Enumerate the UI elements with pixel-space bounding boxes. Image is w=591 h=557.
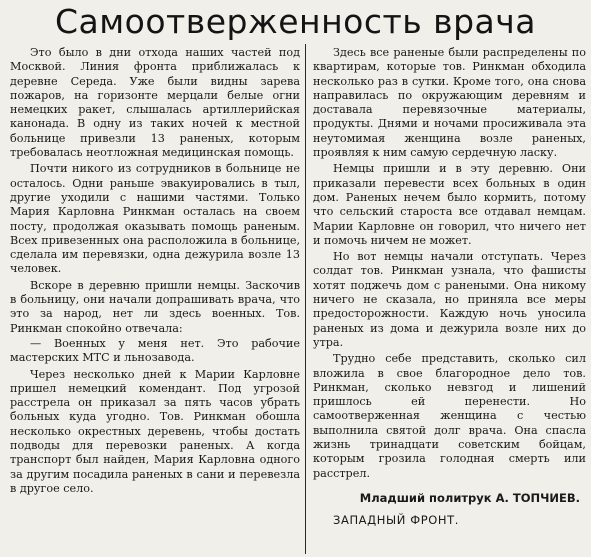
- paragraph: Трудно себе представить, сколько сил вложила в свое благородное дело тов. Ринкман, сколько невзгод и лишений пришлось ей перенести. Но самоотверженная женщина с честью выполнила святой долг врача. Она спасла жизнь тринадцати советским бойцам, которым грозила голодная смерть или расстрел.: [313, 352, 586, 480]
- paragraph: Но вот немцы начали отступать. Через солдат тов. Ринкман узнала, что фашисты хотят поджечь дом с ранеными. Она никому ничего не сказала, но приняла все меры предосторожности. Каждую ночь уносила раненых из дома и дежурила возле них до утра.: [313, 250, 586, 349]
- front-dateline: ЗАПАДНЫЙ ФРОНТ.: [333, 512, 460, 527]
- paragraph: Вскоре в деревню пришли немцы. Заскочив в больницу, они начали допрашивать врача, что это за народ, нет ли здесь военных. Тов. Ринкман спокойно отвечала:: [10, 278, 300, 335]
- paragraph: Это было в дни отхода наших частей под Москвой. Линия фронта приближалась к деревне Середа. Уже были видны зарева пожаров, на горизонте мерцали белые огни немецких ракет, слышалась артиллерийская канонада. В одну из таких ночей к местной больнице привезли 13 раненых, которым требовалась неотложная медицинская помощь.: [10, 46, 300, 160]
- article-headline: Самоотверженность врача: [55, 2, 536, 41]
- right-column: [313, 46, 586, 554]
- author-signature: Младший политрук А. ТОПЧИЕВ.: [359, 490, 580, 505]
- paragraph: Через несколько дней к Марии Карловне пришел немецкий комендант. Под угрозой расстрела он приказал за пять часов убрать больных куда угодно. Тов. Ринкман обошла несколько окрестных деревень, чтобы достать подводы для перевозки раненых. А когда транспорт был найден, Мария Карловна одного за другим посадила раненых в сани и перевезла в другое село.: [10, 367, 300, 495]
- paragraph: Немцы пришли и в эту деревню. Они приказали перевести всех больных в один дом. Раненых нечем было кормить, потому что сельский староста все отдавал немцам. Марии Карловне он говорил, что ничего нет и помочь ничем не может.: [313, 162, 586, 247]
- paragraph: Здесь все раненые были распределены по квартирам, которые тов. Ринкман обходила несколько раз в сутки. Кроме того, она снова направилась по окружающим деревням и доставала перевязочные материалы, продукты. Днями и ночами просиживала эта неутомимая женщина возле раненых, проявляя к ним самую сердечную ласку.: [313, 46, 586, 160]
- left-column: [10, 46, 300, 554]
- paragraph: Почти никого из сотрудников в больнице не осталось. Одни раньше эвакуировались в тыл, другие уходили с нашими частями. Только Мария Карловна Ринкман осталась на своем посту, продолжая оказывать помощь раненым. Всех привезенных она расположила в больнице, сделала им перевязки, одна дежурила возле 13 человек.: [10, 162, 300, 276]
- column-divider: [305, 44, 306, 554]
- paragraph: — Военных у меня нет. Это рабочие мастерских МТС и льнозавода.: [10, 336, 300, 365]
